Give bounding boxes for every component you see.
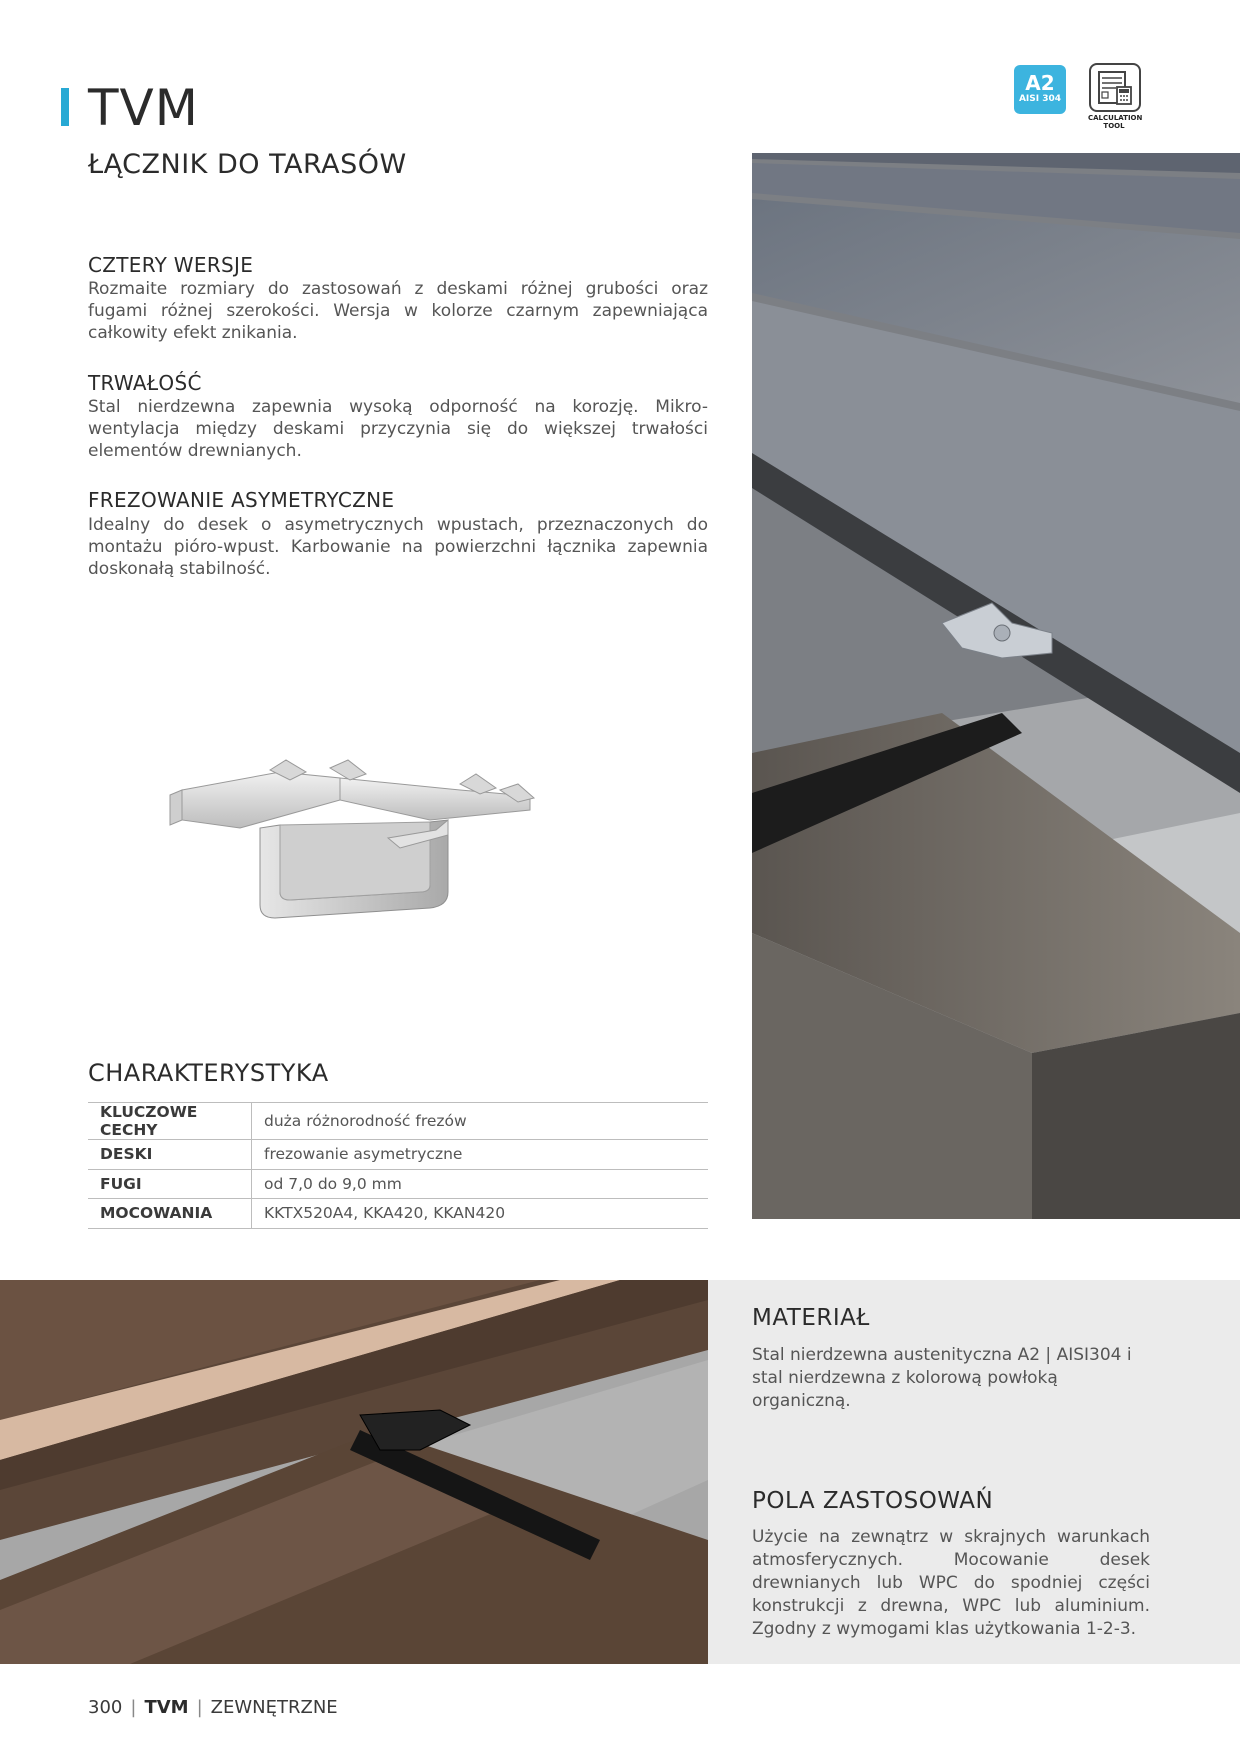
photo-deck-installation-grey	[752, 153, 1240, 1219]
calculation-tool-label	[1088, 114, 1143, 130]
page-subtitle: ŁĄCZNIK DO TARASÓW	[88, 149, 407, 180]
calc-label-line-1: CALCULATION	[1088, 114, 1143, 122]
calc-label-line-2: TOOL	[1103, 122, 1125, 130]
table-row	[88, 1199, 708, 1229]
table-row	[88, 1169, 708, 1199]
section-heading-milling: FREZOWANIE ASYMETRYCZNE	[88, 488, 395, 512]
footer-separator: |	[196, 1697, 203, 1718]
material-heading: MATERIAŁ	[752, 1305, 870, 1331]
table-key: MOCOWANIA	[88, 1199, 252, 1229]
table-value: KKTX520A4, KKA420, KKAN420	[252, 1199, 709, 1229]
table-row	[88, 1103, 708, 1140]
section-text-milling: Idealny do desek o asymetrycznych wpustach, przeznaczonych do montażu pióro-wpust. Karbowanie na powierzchni łącznika zapewnia doskonałą stabilność.	[88, 515, 708, 579]
material-badge	[1014, 65, 1066, 114]
characteristics-table	[88, 1102, 708, 1229]
table-value: od 7,0 do 9,0 mm	[252, 1169, 709, 1199]
footer-category: ZEWNĘTRZNE	[210, 1697, 338, 1718]
characteristics-heading: CHARAKTERYSTYKA	[88, 1059, 329, 1087]
section-text-durability: Stal nierdzewna zapewnia wysoką odporność na korozję. Mikro-wentylacja między deskami przyczynia się do większej trwałości elementów drewnianych.	[88, 397, 708, 461]
calculator-icon	[1089, 63, 1141, 112]
table-value: frezowanie asymetryczne	[252, 1140, 709, 1170]
calculation-tool-badge[interactable]	[1088, 63, 1143, 130]
product-image-connector	[130, 660, 670, 1010]
table-key: KLUCZOWE CECHY	[88, 1103, 252, 1140]
table-key: FUGI	[88, 1169, 252, 1199]
table-key: DESKI	[88, 1140, 252, 1170]
material-text: Stal nierdzewna austenityczna A2 | AISI304 i stal nierdzewna z kolorową powłoką organiczną.	[752, 1345, 1132, 1411]
photo-deck-installation-brown	[0, 1280, 708, 1664]
footer-separator: |	[130, 1697, 137, 1718]
footer-product: TVM	[144, 1697, 189, 1718]
material-badge-standard: AISI 304	[1018, 94, 1062, 104]
section-heading-durability: TRWAŁOŚĆ	[88, 371, 202, 395]
section-text-versions: Rozmaite rozmiary do zastosowań z deskami różnej grubości oraz fugami różnej szerokości. Wersja w kolorze czarnym zapewniająca całkowity efekt znikania.	[88, 279, 708, 343]
application-text: Użycie na zewnątrz w skrajnych warunkach atmosferycznych. Mocowanie desek drewnianych lub WPC do spodniej części konstrukcji z drewna, WPC lub aluminium. Zgodny z wymogami klas użytkowania 1-2-3.	[752, 1527, 1150, 1639]
section-heading-versions: CZTERY WERSJE	[88, 253, 254, 277]
page-number: 300	[88, 1697, 123, 1718]
title-accent-bar	[61, 88, 69, 126]
material-badge-grade: A2	[1025, 71, 1055, 95]
table-value: duża różnorodność frezów	[252, 1103, 709, 1140]
application-heading: POLA ZASTOSOWAŃ	[752, 1488, 994, 1514]
page-footer	[88, 1696, 338, 1720]
page-title: TVM	[88, 79, 199, 137]
table-row	[88, 1140, 708, 1170]
